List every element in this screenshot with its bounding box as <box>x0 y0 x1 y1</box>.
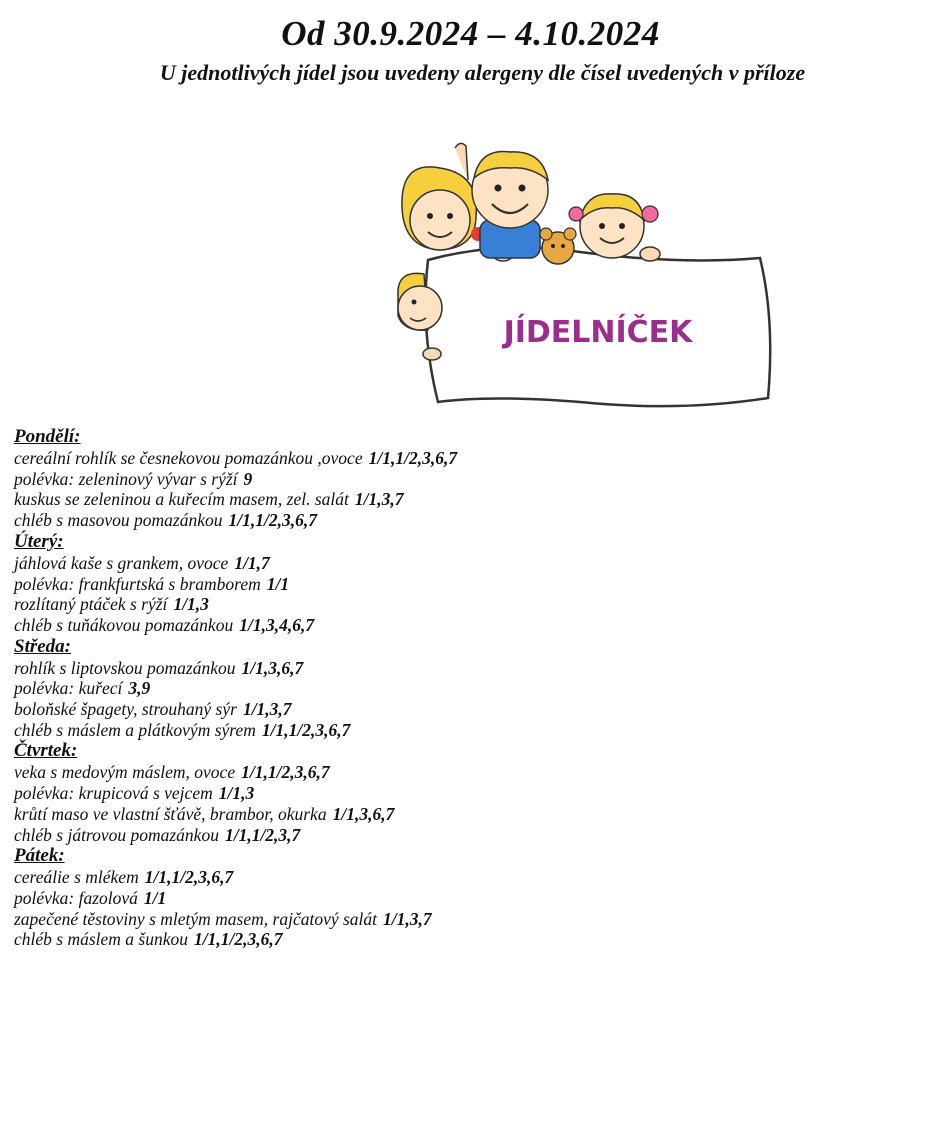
day-heading: Čtvrtek: <box>14 740 78 762</box>
meal-text: chléb s játrovou pomazánkou <box>14 824 219 845</box>
menu-item <box>14 615 914 636</box>
menu-item <box>14 678 914 699</box>
allergen-codes: 1/1,3,6,7 <box>241 657 304 678</box>
page-subtitle: U jednotlivých jídel jsou uvedeny alergeny dle čísel uvedených v příloze <box>159 60 806 85</box>
allergen-codes: 1/1,1/2,3,7 <box>224 824 301 845</box>
menu-item <box>14 594 914 615</box>
allergen-codes: 1/1,3,4,6,7 <box>239 614 315 635</box>
allergen-codes: 1/1,3,6,7 <box>332 803 395 824</box>
meal-text: polévka: krupicová s vejcem <box>14 783 213 804</box>
menu-item <box>14 574 914 595</box>
day-heading: Pondělí: <box>14 426 81 447</box>
allergen-codes: 1/1,3,7 <box>242 699 292 720</box>
menu-item <box>14 825 914 846</box>
menu-item <box>14 553 914 574</box>
meal-text: rozlítaný ptáček s rýží <box>14 594 168 615</box>
allergen-codes: 1/1,1/2,3,6,7 <box>241 762 330 783</box>
menu-item <box>14 469 914 490</box>
meal-text: jáhlová kaše s grankem, ovoce <box>14 552 229 573</box>
meal-text: chléb s máslem a plátkovým sýrem <box>14 719 256 740</box>
meal-text: chléb s máslem a šunkou <box>14 929 189 950</box>
allergen-codes: 1/1,3 <box>218 783 255 804</box>
page-title: Od 30.9.2024 – 4.10.2024 <box>281 14 660 53</box>
menu-item <box>14 929 914 950</box>
menu-item <box>14 909 914 930</box>
menu-item <box>14 720 914 741</box>
meal-text: chléb s masovou pomazánkou <box>14 510 223 531</box>
day-heading: Úterý: <box>14 530 64 552</box>
allergen-codes: 1/1,1/2,3,6,7 <box>228 510 317 531</box>
weekly-menu <box>14 426 914 950</box>
day-heading: Středa: <box>14 635 71 657</box>
meal-text: kuskus se zeleninou a kuřecím masem, zel. salát <box>14 489 349 510</box>
children-holding-sign-illustration <box>380 140 780 420</box>
allergen-codes: 1/1,1/2,3,6,7 <box>194 929 283 950</box>
allergen-codes: 1/1,3 <box>173 594 209 615</box>
allergen-codes: 3,9 <box>128 678 151 699</box>
allergen-codes: 9 <box>243 468 253 489</box>
meal-text: cereální rohlík se česnekovou pomazánkou ,ovoce <box>14 448 363 468</box>
menu-item <box>14 867 914 888</box>
menu-item <box>14 888 914 909</box>
meal-text: krůtí maso ve vlastní šťávě, brambor, okurka <box>14 803 327 824</box>
meal-text: boloňské špagety, strouhaný sýr <box>14 699 237 720</box>
allergen-codes: 1/1,3,7 <box>354 489 404 510</box>
menu-item <box>14 699 914 720</box>
meal-text: cereálie s mlékem <box>14 867 139 888</box>
allergen-codes: 1/1,1/2,3,6,7 <box>144 867 234 888</box>
menu-item <box>14 448 914 469</box>
allergen-codes: 1/1,3,7 <box>383 908 432 929</box>
meal-text: veka s medovým máslem, ovoce <box>14 762 236 783</box>
meal-text: rohlík s liptovskou pomazánkou <box>14 657 236 678</box>
allergen-codes: 1/1 <box>266 573 290 594</box>
sign-text: JÍDELNÍČEK <box>503 315 693 350</box>
allergen-codes: 1/1 <box>143 887 167 908</box>
meal-text: polévka: fazolová <box>14 887 138 908</box>
meal-text: polévka: frankfurtská s bramborem <box>14 573 261 594</box>
menu-item <box>14 510 914 531</box>
meal-text: polévka: zeleninový vývar s rýží <box>14 468 238 489</box>
allergen-codes: 1/1,1/2,3,6,7 <box>261 719 351 740</box>
meal-text: polévka: kuřecí <box>14 678 123 699</box>
day-heading: Pátek: <box>14 845 65 867</box>
menu-item <box>14 658 914 679</box>
menu-item <box>14 783 914 804</box>
allergen-codes: 1/1,1/2,3,6,7 <box>368 448 458 468</box>
meal-text: zapečené těstoviny s mletým masem, rajčatový salát <box>14 908 378 929</box>
allergen-codes: 1/1,7 <box>234 552 270 573</box>
meal-text: chléb s tuňákovou pomazánkou <box>14 614 234 635</box>
menu-item <box>14 804 914 825</box>
menu-item <box>14 489 914 510</box>
menu-item <box>14 762 914 783</box>
